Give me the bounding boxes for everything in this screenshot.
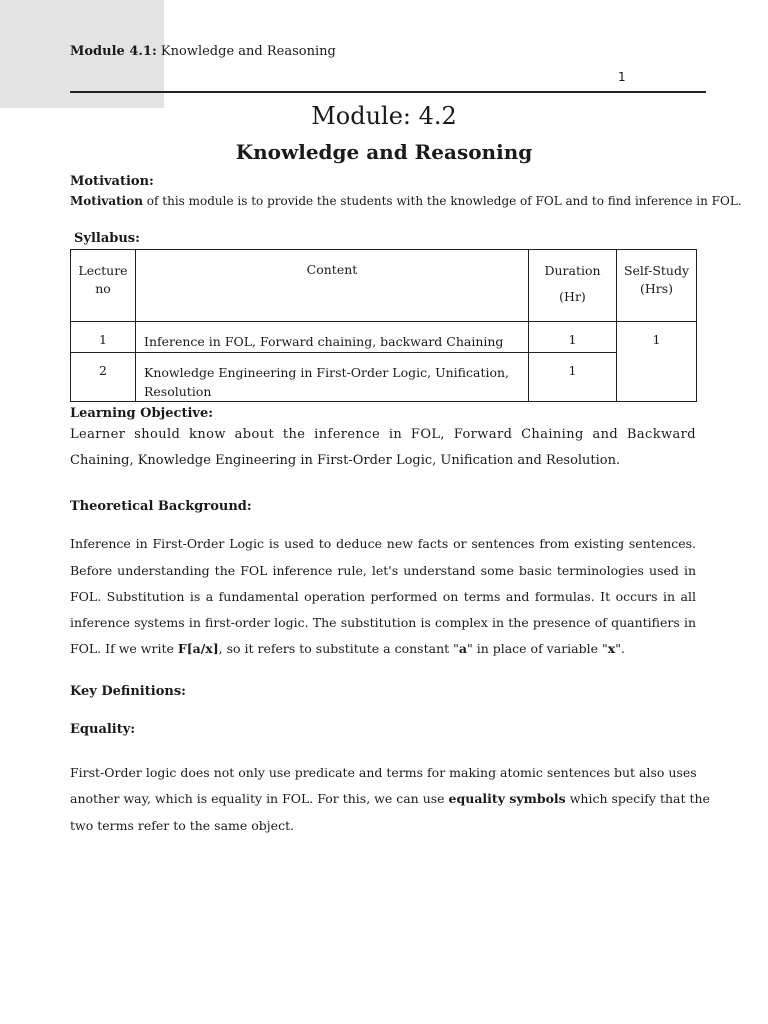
column-header-content: Content [136, 250, 529, 322]
paragraph-line: Before understanding the FOL inference rule, let's understand some basic terminologies used in [70, 563, 696, 578]
syllabus-table [70, 249, 697, 402]
header-module-name: Knowledge and Reasoning [160, 44, 336, 59]
text-run: ". [615, 641, 625, 656]
text-run: " in place of variable " [466, 641, 608, 656]
column-header-duration [529, 250, 617, 322]
lecture-header-line2: no [95, 281, 111, 296]
page-title: Module: 4.2 [311, 102, 457, 130]
paragraph-line: inference systems in first-order logic. The substitution is complex in the presence of quantifiers in [70, 615, 696, 630]
formula-text: F[a/x] [177, 641, 219, 656]
duration-cell: 1 [529, 353, 617, 402]
page-number: 1 [618, 70, 626, 84]
duration-header-line2: (Hr) [559, 289, 586, 304]
text-run: FOL. If we write [70, 641, 178, 656]
text-run: another way, which is equality in FOL. For this, we can use [70, 791, 449, 806]
duration-cell: 1 [529, 322, 617, 353]
content-cell [136, 353, 529, 402]
key-definitions-heading: Key Definitions: [70, 684, 186, 699]
content-line2: Resolution [144, 384, 212, 399]
duration-header-line1: Duration [544, 263, 601, 278]
paragraph-line: Inference in First-Order Logic is used to deduce new facts or sentences from existing sentences. [70, 536, 696, 551]
column-header-self-study [617, 250, 697, 322]
table-row [71, 353, 697, 402]
paragraph-line: two terms refer to the same object. [70, 818, 295, 833]
table-header-row [71, 250, 697, 322]
paragraph-line [70, 641, 625, 656]
emphasis-text: equality symbols [448, 791, 566, 806]
self-study-header-line1: Self-Study [623, 263, 690, 278]
header-rule [70, 91, 706, 93]
content-line1: Knowledge Engineering in First-Order Logic, Unification, [144, 365, 510, 380]
learning-objective-heading: Learning Objective: [70, 406, 214, 421]
motivation-body: of this module is to provide the students with the knowledge of FOL and to find inference in FOL. [142, 194, 742, 208]
page-subtitle: Knowledge and Reasoning [235, 140, 533, 164]
header-module-prefix: Module 4.1: [70, 44, 157, 59]
equality-heading: Equality: [70, 722, 136, 737]
self-study-header-line2: (Hrs) [639, 281, 674, 296]
text-run: which specify that the [565, 791, 710, 806]
syllabus-heading: Syllabus: [74, 231, 140, 246]
paragraph-line: FOL. Substitution is a fundamental operation performed on terms and formulas. It occurs in all [70, 589, 696, 604]
column-header-lecture [71, 250, 136, 322]
content-cell: Inference in FOL, Forward chaining, backward Chaining [136, 322, 529, 353]
motivation-lead: Motivation [70, 194, 143, 208]
theoretical-background-heading: Theoretical Background: [70, 499, 252, 514]
paragraph-line [70, 791, 710, 806]
self-study-cell: 1 [617, 322, 697, 402]
learning-objective-line: Learner should know about the inference in FOL, Forward Chaining and Backward [70, 427, 696, 442]
variable-text: x [607, 641, 616, 656]
paragraph-line: First-Order logic does not only use predicate and terms for making atomic sentences but also uses [70, 765, 697, 780]
motivation-heading: Motivation: [70, 174, 154, 189]
table-row [71, 322, 697, 353]
running-header [70, 44, 336, 59]
text-run: , so it refers to substitute a constant " [218, 641, 459, 656]
lecture-header-line1: Lecture [78, 263, 128, 278]
motivation-text [70, 194, 742, 208]
lecture-no-cell: 1 [71, 322, 136, 353]
lecture-no-cell: 2 [71, 353, 136, 402]
constant-text: a [458, 641, 467, 656]
learning-objective-line: Chaining, Knowledge Engineering in First-Order Logic, Unification and Resolution. [70, 453, 621, 468]
